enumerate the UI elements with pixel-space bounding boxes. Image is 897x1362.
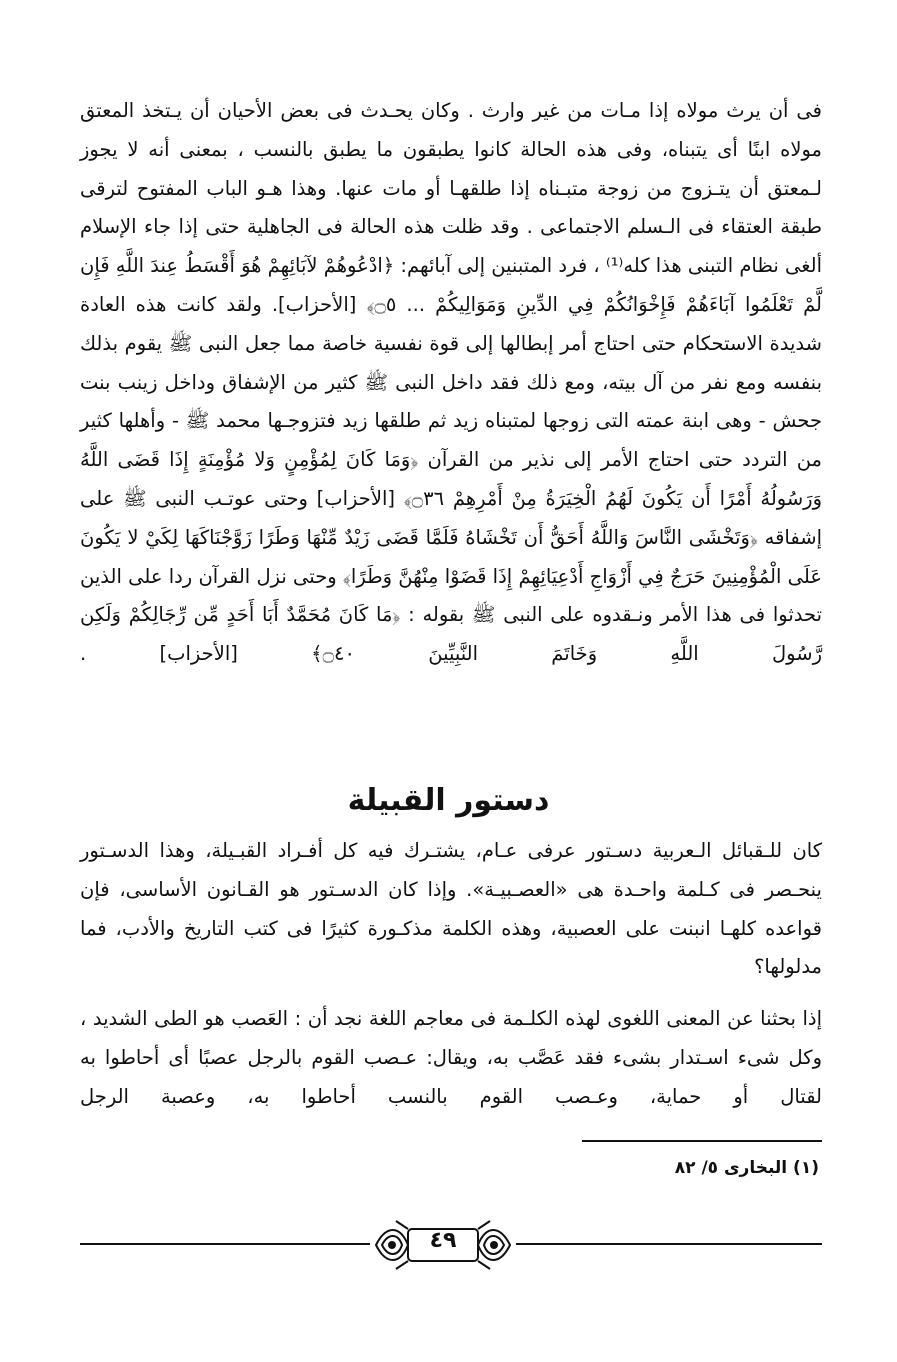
footnote: (١) البخارى ٥/ ٨٢ bbox=[674, 1158, 819, 1178]
page-number: ٤٩ bbox=[429, 1228, 457, 1253]
second-paragraph bbox=[80, 832, 822, 987]
third-paragraph bbox=[80, 1000, 822, 1116]
main-paragraph bbox=[80, 92, 822, 674]
section-heading: دستور القبيلة bbox=[347, 783, 550, 818]
paragraph-1: فى أن يرث مولاه إذا مـات من غير وارث . وكان يحـدث فى بعض الأحيان أن يـتخذ المعتق مولاه ابنًا أى يتبناه، وفى هذه الحالة كانوا يطبقون ما يطبق بالنسب ، بمعنى أنه لا يجوز لـمعتق أن يتـزوج من زوجة متبـناه إذا طلقهـا أو مات عنها. وهذا هـو الباب المفتوح لترقى طبقة العتقاء فى الـسلم الاجتماعى . وقد ظلت هذه الحالة فى الجاهلية حتى إذا جاء الإسلام ألغى نظام التبنى هذا كله⁽¹⁾ ، فرد المتبنين إلى آبائهم: ﴿ادْعُوهُمْ لآبَائِهِمْ هُوَ أَقْسَطُ عِندَ اللَّهِ فَإِن لَّمْ تَعْلَمُوا آبَاءَهُمْ فَإِخْوَانُكُمْ فِي الدِّينِ وَمَوَالِيكُمْ ... ۝٥﴾ [الأحزاب]. ولقد كانت هذه العادة شديدة الاستحكام حتى احتاج أمر إبطالها إلى قوة نفسية خاصة مما جعل النبى ﷺ يقوم بذلك بنفسه ومع نفر من آل بيته، ومع ذلك فقد داخل النبى ﷺ كثير من الإشفاق وداخل زينب بنت جحش - وهى ابنة عمته التى زوجها لمتبناه زيد ثم طلقها زيد فتزوجـها محمد ﷺ - وأهلها كثير من التردد حتى احتاج الأمر إلى نذير من القرآن ﴿وَمَا كَانَ لِمُؤْمِنٍ وَلا مُؤْمِنَةٍ إِذَا قَضَى اللَّهُ وَرَسُولُهُ أَمْرًا أَن يَكُونَ لَهُمُ الْخِيَرَةُ مِنْ أَمْرِهِمْ ۝٣٦﴾ [الأحزاب] وحتى عوتـب النبى ﷺ على إشفاقه ﴿وَتَخْشَى النَّاسَ وَاللَّهُ أَحَقُّ أَن تَخْشَاهُ فَلَمَّا قَضَى زَيْدٌ مِّنْهَا وَطَرًا زَوَّجْنَاكَهَا لِكَيْ لا يَكُونَ عَلَى الْمُؤْمِنِينَ حَرَجٌ فِي أَزْوَاجِ أَدْعِيَائِهِمْ إِذَا قَضَوْا مِنْهُنَّ وَطَرًا﴾ وحتى نزل القرآن ردا على الذين تحدثوا فى هذا الأمر ونـقدوه على النبى ﷺ بقوله : ﴿مَا كَانَ مُحَمَّدٌ أَبَا أَحَدٍ مِّن رِّجَالِكُمْ وَلَكِن رَّسُولَ اللَّهِ وَخَاتَمَ النَّبِيِّينَ ۝٤٠﴾ [الأحزاب] . bbox=[80, 99, 823, 666]
footnote-divider bbox=[582, 1140, 822, 1142]
footer-rule-left bbox=[80, 1243, 370, 1245]
footer-rule-right bbox=[516, 1243, 822, 1245]
paragraph-2: كان للـقبائل الـعربية دسـتور عرفى عـام، يشتـرك فيه كل أفـراد القبـيلة، وهذا الدسـتور ينحـصر فى كـلمة واحـدة هى «العصـبيـة». وإذا كان الدسـتور هو القـانون الأساسى، فإن قواعده كلهـا انبنت على العصبية، وهذه الكلمة مذكـورة كثيرًا فى كتب التاريخ والأدب، فما مدلولها؟ bbox=[80, 839, 822, 979]
paragraph-3: إذا بحثنا عن المعنى اللغوى لهذه الكلـمة فى معاجم اللغة نجد أن : العَصب هو الطى الشديد ، وكل شىء اسـتدار بشىء فقد عَصَّب به، ويقال: عـصب القوم بالرجل عصبًا أى أحاطوا به لقتال أو حماية، وعـصب القوم بالنسب أحاطوا به، وعصبة الرجل bbox=[80, 1007, 822, 1108]
